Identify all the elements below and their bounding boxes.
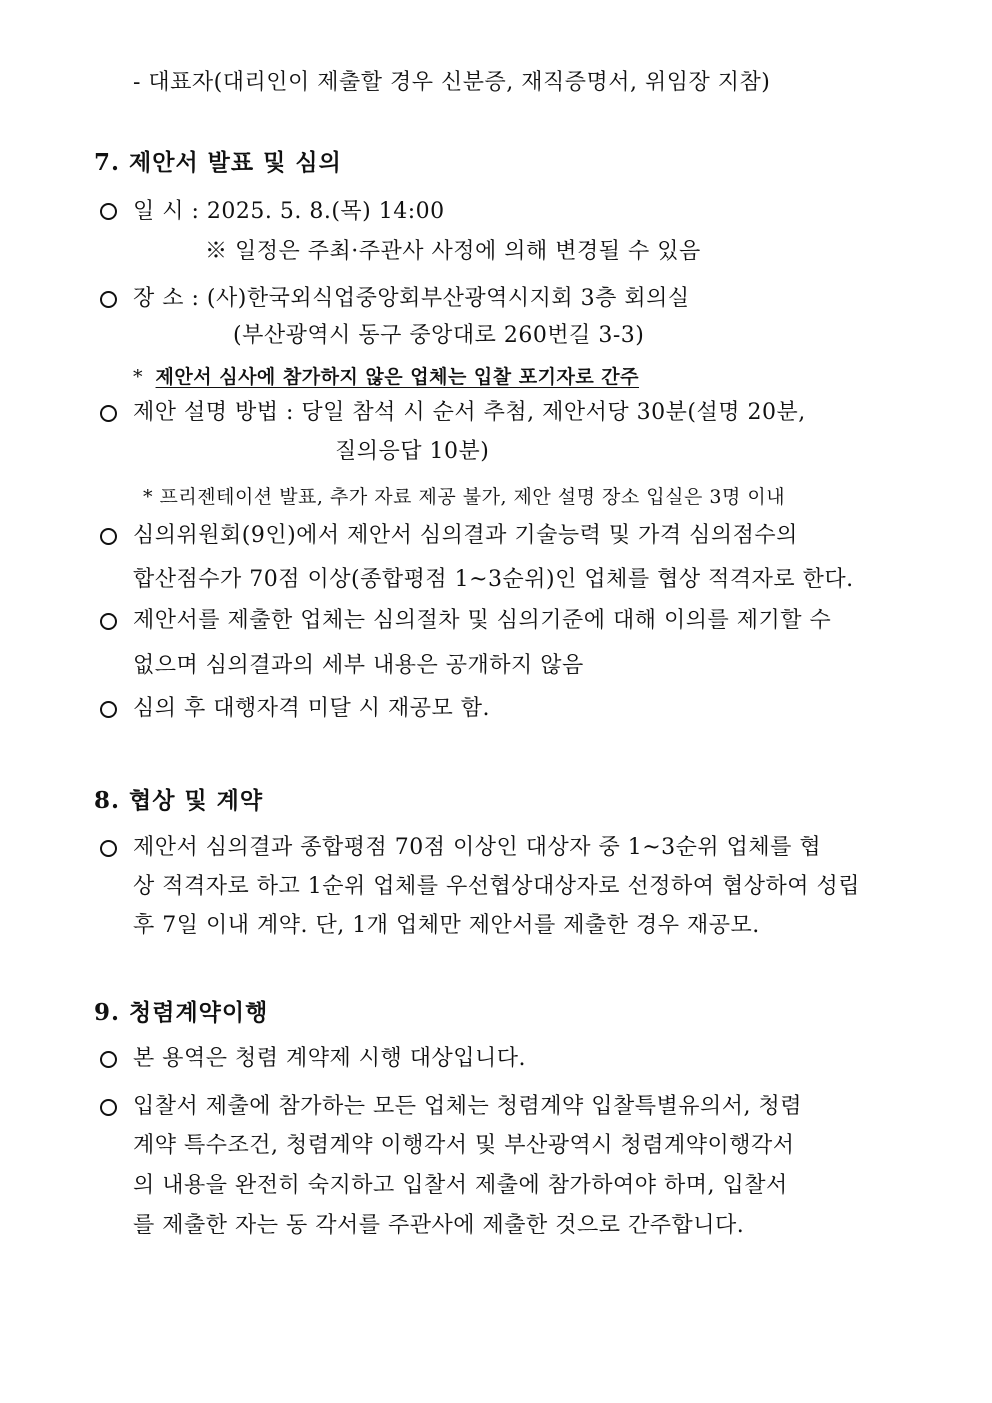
- bullet-circle-icon: [100, 1051, 117, 1068]
- warning-note: [133, 362, 639, 392]
- objection-line-1: 제안서를 제출한 업체는 심의절차 및 심의기준에 대해 이의를 제기할 수: [133, 608, 832, 633]
- integrity-line-b3: 의 내용을 완전히 숙지하고 입찰서 제출에 참가하여야 하며, 입찰서: [133, 1173, 788, 1198]
- contract-line-1: 제안서 심의결과 종합평점 70점 이상인 대상자 중 1~3순위 업체를 협: [133, 835, 822, 860]
- section-9-title: 9. 청렴계약이행: [94, 999, 269, 1026]
- bullet-circle-icon: [100, 291, 117, 308]
- bullet-circle-icon: [100, 405, 117, 422]
- committee-line-1: 심의위원회(9인)에서 제안서 심의결과 기술능력 및 가격 심의점수의: [133, 523, 798, 548]
- presentation-note: * 프리젠테이션 발표, 추가 자료 제공 불가, 제안 설명 장소 입실은 3명 이내: [143, 486, 786, 508]
- bullet-circle-icon: [100, 528, 117, 545]
- bullet-circle-icon: [100, 203, 117, 220]
- intro-line: - 대표자(대리인이 제출할 경우 신분증, 재직증명서, 위임장 지참): [133, 70, 771, 95]
- integrity-line-a: 본 용역은 청렴 계약제 시행 대상입니다.: [133, 1046, 526, 1071]
- section-7-title: 7. 제안서 발표 및 심의: [94, 149, 342, 176]
- committee-line-2: 합산점수가 70점 이상(종합평점 1~3순위)인 업체를 협상 적격자로 한다.: [133, 567, 854, 592]
- integrity-line-b2: 계약 특수조건, 청렴계약 이행각서 및 부산광역시 청렴계약이행각서: [133, 1133, 795, 1158]
- date-line: 일 시 : 2025. 5. 8.(목) 14:00: [133, 199, 445, 224]
- contract-line-2: 상 적격자로 하고 1순위 업체를 우선협상대상자로 선정하여 협상하여 성립: [133, 874, 861, 899]
- warning-text: 제안서 심사에 참가하지 않은 업체는 입찰 포기자로 간주: [155, 366, 639, 388]
- warning-star: *: [133, 366, 143, 388]
- date-note: ※ 일정은 주최·주관사 사정에 의해 변경될 수 있음: [205, 239, 701, 264]
- place-line: 장 소 : (사)한국외식업중앙회부산광역시지회 3층 회의실: [133, 286, 690, 311]
- rebid-line: 심의 후 대행자격 미달 시 재공모 함.: [133, 696, 490, 721]
- section-8-title: 8. 협상 및 계약: [94, 787, 264, 814]
- bullet-circle-icon: [100, 701, 117, 718]
- bullet-circle-icon: [100, 1099, 117, 1116]
- contract-line-3: 후 7일 이내 계약. 단, 1개 업체만 제안서를 제출한 경우 재공모.: [133, 913, 760, 938]
- place-address: (부산광역시 동구 중앙대로 260번길 3-3): [233, 323, 645, 348]
- objection-line-2: 없으며 심의결과의 세부 내용은 공개하지 않음: [133, 653, 584, 678]
- method-line-2: 질의응답 10분): [335, 439, 490, 464]
- integrity-line-b1: 입찰서 제출에 참가하는 모든 업체는 청렴계약 입찰특별유의서, 청렴: [133, 1094, 803, 1119]
- bullet-circle-icon: [100, 613, 117, 630]
- bullet-circle-icon: [100, 840, 117, 857]
- integrity-line-b4: 를 제출한 자는 동 각서를 주관사에 제출한 것으로 간주합니다.: [133, 1213, 745, 1238]
- method-line-1: 제안 설명 방법 : 당일 참석 시 순서 추첨, 제안서당 30분(설명 20분,: [133, 400, 806, 425]
